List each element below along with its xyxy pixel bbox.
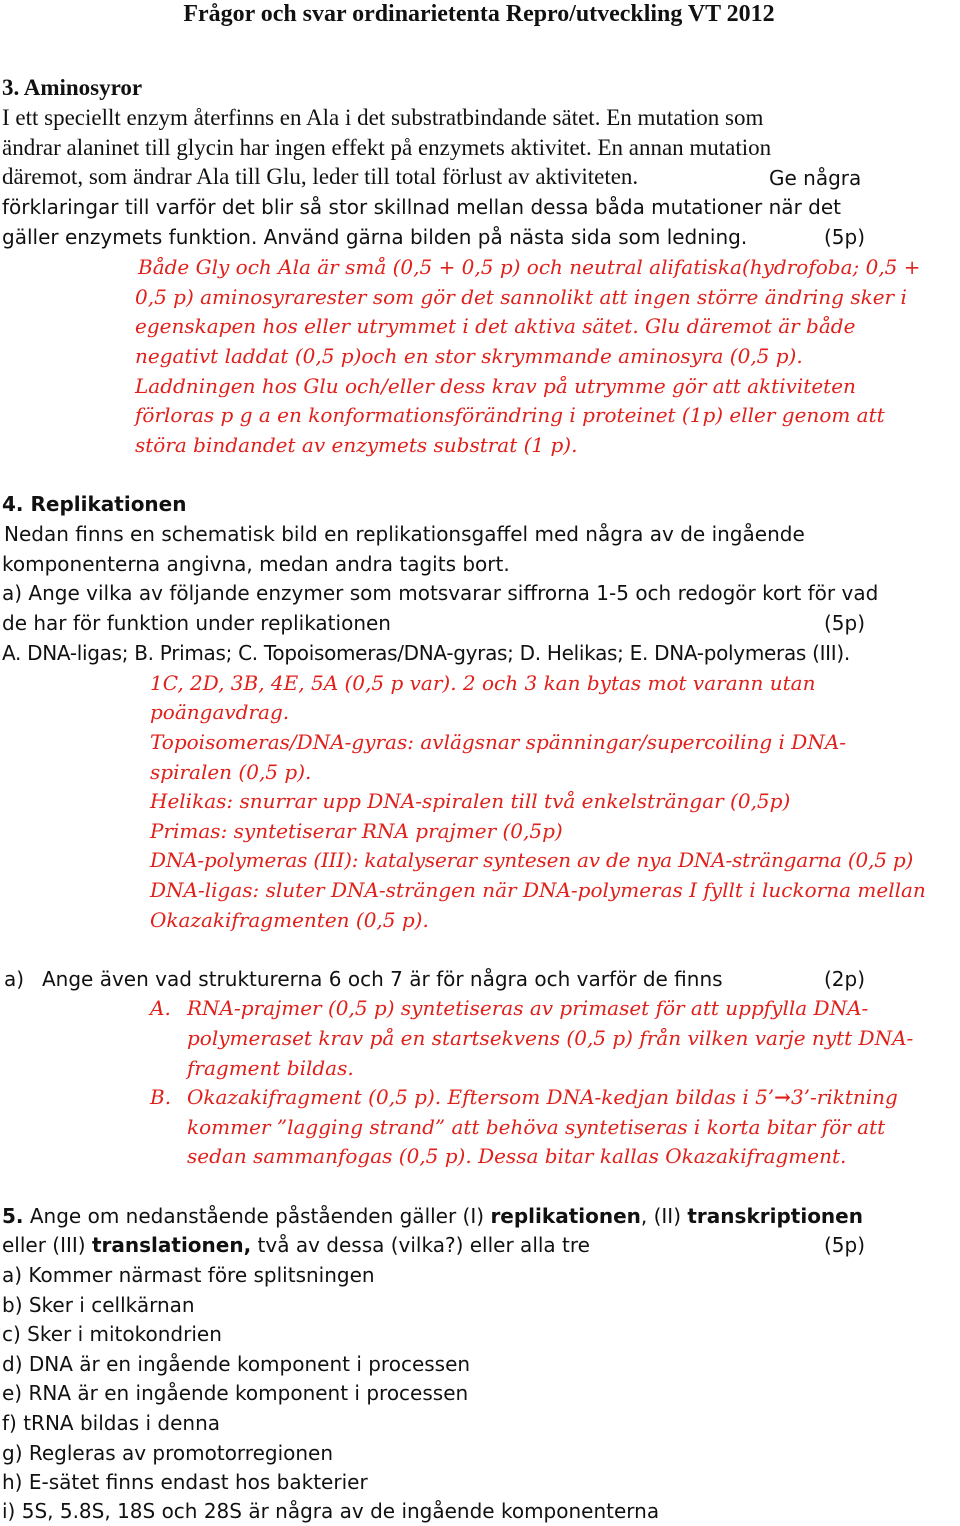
q4-answer-b-b-text: Okazakifragment (0,5 p). Eftersom DNA-kedjan bildas i 5’ — [187, 1085, 775, 1109]
q3-text-line: Ge några — [769, 166, 862, 190]
q3-answer-line: negativt laddat (0,5 p)och en stor skrymmande aminosyra (0,5 p). — [135, 344, 803, 368]
q4-answer-a-line: spiralen (0,5 p). — [150, 760, 312, 784]
q3-text-line: gäller enzymets funktion. Använd gärna bilden på nästa sida som ledning. — [2, 225, 748, 249]
q4-part-a-points: (5p) — [824, 611, 866, 635]
q5-text: två av dessa (vilka?) eller alla tre — [257, 1233, 590, 1257]
q3-text-line: I ett speciellt enzym återfinns en Ala i det substratbindande sätet. En mutation som — [2, 105, 764, 130]
q5-term-replication: replikationen — [490, 1204, 641, 1228]
q5-item: a) Kommer närmast före splitsningen — [2, 1263, 375, 1287]
q4-enzyme-options: A. DNA-ligas; B. Primas; C. Topoisomeras/DNA-gyras; D. Helikas; E. DNA-polymeras (III). — [2, 641, 850, 665]
q5-term-transcription: transkriptionen — [687, 1204, 863, 1228]
q4-heading-text: Replikationen — [30, 492, 187, 516]
q4-answer-b-b-label: B. — [150, 1085, 172, 1109]
q3-answer-line: Både Gly och Ala är små (0,5 + 0,5 p) och neutral alifatiska(hydrofoba; 0,5 + — [138, 255, 921, 279]
q5-points: (5p) — [824, 1233, 866, 1257]
q5-item: e) RNA är en ingående komponent i processen — [2, 1381, 469, 1405]
q3-answer-line: egenskapen hos eller utrymmet i det aktiva sätet. Glu däremot är både — [135, 314, 856, 338]
q4-answer-b-a-label: A. — [150, 996, 171, 1020]
q5-term-translation: translationen, — [91, 1233, 252, 1257]
q4-part-a-line: a) Ange vilka av följande enzymer som motsvarar siffrorna 1-5 och redogör kort för vad — [2, 581, 879, 605]
q4-answer-a-line: Topoisomeras/DNA-gyras: avlägsnar spänningar/supercoiling i DNA- — [150, 730, 847, 754]
q3-answer-line: förloras p g a en konformationsförändring i proteinet (1p) eller genom att — [135, 403, 885, 427]
q4-answer-b-a-line: polymeraset krav på en startsekvens (0,5 p) från vilken varje nytt DNA- — [187, 1026, 914, 1050]
q4-answer-a-line: Okazakifragmenten (0,5 p). — [150, 908, 429, 932]
q4-part-a-line: de har för funktion under replikationen — [2, 611, 391, 635]
q4-intro-line: Nedan finns en schematisk bild en replikationsgaffel med några av de ingående — [4, 522, 805, 546]
q4-intro-line: komponenterna angivna, medan andra tagits bort. — [2, 552, 510, 576]
q3-text-line: förklaringar till varför det blir så stor skillnad mellan dessa båda mutationer när det — [2, 195, 841, 219]
q4-heading-number: 4. — [2, 492, 24, 516]
q5-item: g) Regleras av promotorregionen — [2, 1441, 334, 1465]
q5-text: Ange om nedanstående påståenden gäller (I) — [29, 1204, 485, 1228]
q4-heading — [2, 490, 186, 518]
q5-text: eller (III) — [2, 1233, 86, 1257]
q4-answer-a-line: poängavdrag. — [150, 700, 290, 724]
q5-line — [2, 1202, 863, 1230]
q5-item: h) E-sätet finns endast hos bakterier — [2, 1470, 368, 1494]
q3-text-line: ändrar alaninet till glycin har ingen effekt på enzymets aktivitet. En annan mutation — [2, 135, 772, 160]
q5-item: d) DNA är en ingående komponent i processen — [2, 1352, 471, 1376]
q4-answer-b-a-line: fragment bildas. — [187, 1056, 354, 1080]
document-title: Frågor och svar ordinarietenta Repro/utveckling VT 2012 — [183, 1, 775, 27]
q5-item: i) 5S, 5.8S, 18S och 28S är några av de ingående komponenterna — [2, 1499, 660, 1523]
q5-item: b) Sker i cellkärnan — [2, 1293, 195, 1317]
q4-part-b-label: a) — [4, 967, 25, 991]
q3-text-line: däremot, som ändrar Ala till Glu, leder till total förlust av aktiviteten. — [2, 164, 639, 189]
q3-answer-line: Laddningen hos Glu och/eller dess krav på utrymme gör att aktiviteten — [135, 374, 856, 398]
q4-answer-a-line: DNA-polymeras (III): katalyserar syntesen av de nya DNA-strängarna (0,5 p) — [150, 848, 914, 872]
q4-answer-b-b-text: 3’-riktning — [790, 1085, 898, 1109]
q5-line — [2, 1231, 590, 1259]
q4-answer-a-line: DNA-ligas: sluter DNA-strängen när DNA-polymeras I fyllt i luckorna mellan — [150, 878, 926, 902]
q3-answer-line: störa bindandet av enzymets substrat (1 p). — [135, 433, 578, 457]
q4-answer-b-b-line: kommer ”lagging strand” att behöva syntetiseras i korta bitar för att — [187, 1115, 886, 1139]
right-arrow-icon: → — [774, 1085, 791, 1109]
q4-part-b-points: (2p) — [824, 967, 866, 991]
q5-number: 5. — [2, 1204, 24, 1228]
q4-answer-b-a-line: RNA-prajmer (0,5 p) syntetiseras av primaset för att uppfylla DNA- — [187, 996, 869, 1020]
q4-answer-a-line: 1C, 2D, 3B, 4E, 5A (0,5 p var). 2 och 3 kan bytas mot varann utan — [150, 671, 816, 695]
q4-answer-a-line: Primas: syntetiserar RNA prajmer (0,5p) — [150, 819, 563, 843]
q5-item: f) tRNA bildas i denna — [2, 1411, 220, 1435]
q4-answer-b-b-line: sedan sammanfogas (0,5 p). Dessa bitar kallas Okazakifragment. — [187, 1144, 847, 1168]
q4-answer-a-line: Helikas: snurrar upp DNA-spiralen till två enkelsträngar (0,5p) — [150, 789, 791, 813]
q4-part-b-text: Ange även vad strukturerna 6 och 7 är för några och varför de finns — [42, 967, 723, 991]
q5-text: , (II) — [640, 1204, 682, 1228]
q5-item: c) Sker i mitokondrien — [2, 1322, 222, 1346]
q3-answer-line: 0,5 p) aminosyrarester som gör det sannolikt att ingen större ändring sker i — [135, 285, 907, 309]
q4-answer-b-b-line — [187, 1083, 898, 1111]
q3-points: (5p) — [824, 225, 866, 249]
q3-heading: 3. Aminosyror — [2, 75, 143, 100]
